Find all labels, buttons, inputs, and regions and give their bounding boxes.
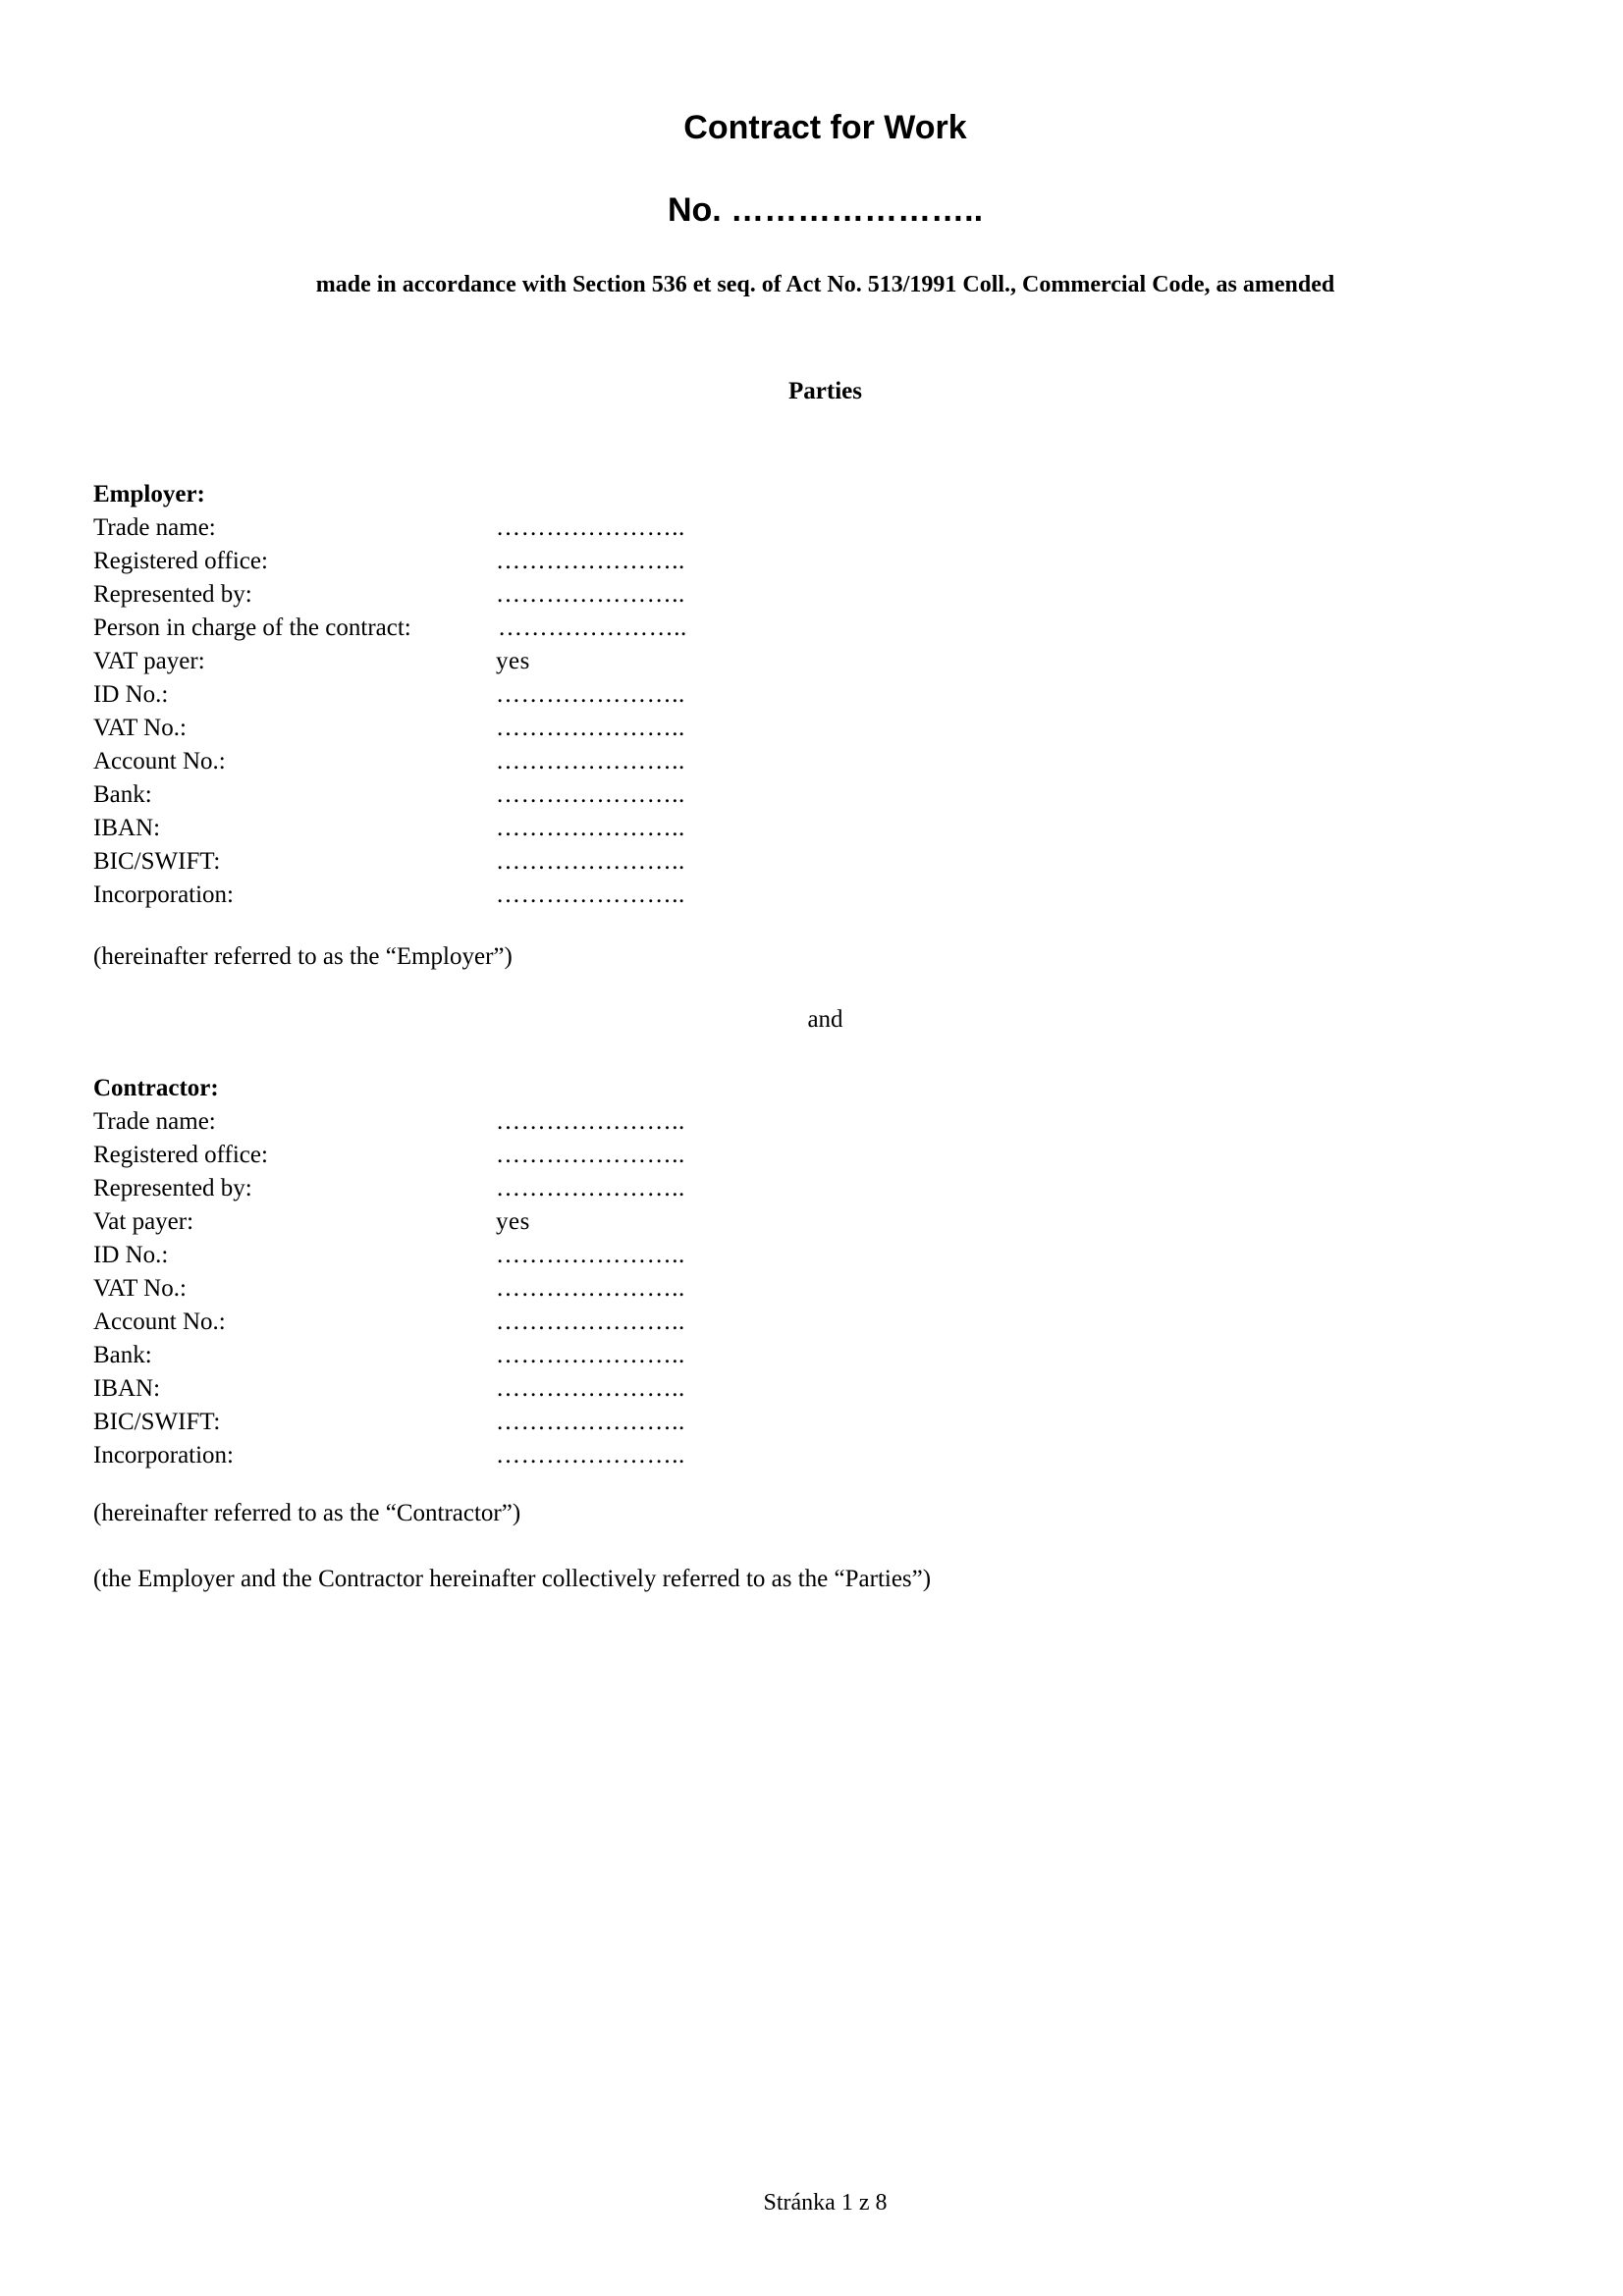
contractor-field-row	[93, 1439, 1173, 1472]
contractor-field-row	[93, 1372, 1173, 1406]
employer-field-row	[93, 511, 1173, 545]
employer-field-value[interactable]: yes	[496, 648, 530, 674]
employer-field-blank-line[interactable]: …………………..	[496, 848, 685, 875]
employer-field-label: BIC/SWIFT:	[93, 848, 221, 875]
contractor-field-row	[93, 1339, 1173, 1372]
contractor-field-label: IBAN:	[93, 1375, 161, 1402]
contractor-field-row	[93, 1105, 1173, 1139]
employer-field-blank-line[interactable]: …………………..	[496, 548, 685, 574]
document-title: Contract for Work	[683, 109, 967, 146]
employer-field-row	[93, 845, 1173, 879]
employer-field-blank-line[interactable]: …………………..	[498, 614, 687, 641]
contractor-field-label: Represented by:	[93, 1175, 252, 1201]
employer-field-label: Bank:	[93, 781, 152, 808]
employer-field-label: ID No.:	[93, 681, 169, 708]
contractor-field-value[interactable]: yes	[496, 1208, 530, 1235]
contractor-field-label: VAT No.:	[93, 1275, 187, 1302]
employer-field-row	[93, 812, 1173, 845]
contractor-field-label: Registered office:	[93, 1142, 268, 1168]
employer-field-blank-line[interactable]: …………………..	[496, 815, 685, 841]
employer-field-label: VAT payer:	[93, 648, 205, 674]
contractor-field-row	[93, 1272, 1173, 1306]
contractor-field-label: Account No.:	[93, 1308, 226, 1335]
contractor-field-row	[93, 1139, 1173, 1172]
employer-field-row	[93, 879, 1173, 912]
employer-field-label: Incorporation:	[93, 881, 235, 908]
employer-field-label: Account No.:	[93, 748, 226, 774]
employer-field-row	[93, 678, 1173, 712]
employer-field-label: IBAN:	[93, 815, 161, 841]
document-subtitle: made in accordance with Section 536 et seq. of Act No. 513/1991 Coll., Commercial Code, as amended	[315, 272, 1335, 297]
employer-field-label: Represented by:	[93, 581, 252, 608]
employer-field-label: Person in charge of the contract:	[93, 614, 411, 641]
employer-field-row	[93, 778, 1173, 812]
contractor-field-blank-line[interactable]: …………………..	[496, 1242, 685, 1268]
contractor-field-blank-line[interactable]: …………………..	[496, 1442, 685, 1468]
contractor-field-blank-line[interactable]: …………………..	[496, 1142, 685, 1168]
contractor-field-row	[93, 1406, 1173, 1439]
collective-parties-alias-text: (the Employer and the Contractor hereinafter collectively referred to as the “Parties”)	[93, 1566, 932, 1592]
contractor-field-label: Bank:	[93, 1342, 152, 1368]
contractor-field-label: ID No.:	[93, 1242, 169, 1268]
contractor-field-row	[93, 1205, 1173, 1239]
contractor-field-label: Incorporation:	[93, 1442, 235, 1468]
employer-field-blank-line[interactable]: …………………..	[496, 748, 685, 774]
employer-field-blank-line[interactable]: …………………..	[496, 881, 685, 908]
contractor-field-row	[93, 1306, 1173, 1339]
employer-alias-text: (hereinafter referred to as the “Employer”)	[93, 943, 513, 970]
employer-field-blank-line[interactable]: …………………..	[496, 581, 685, 608]
employer-field-blank-line[interactable]: …………………..	[496, 781, 685, 808]
contractor-party-block	[93, 1072, 1173, 1472]
employer-field-row	[93, 745, 1173, 778]
contractor-field-label: Trade name:	[93, 1108, 216, 1135]
employer-field-row	[93, 578, 1173, 612]
contractor-field-row	[93, 1239, 1173, 1272]
page-footer: Stránka 1 z 8	[763, 2190, 888, 2216]
and-connector: and	[807, 1006, 843, 1033]
employer-field-label: Registered office:	[93, 548, 268, 574]
employer-field-blank-line[interactable]: …………………..	[496, 514, 685, 541]
contractor-field-blank-line[interactable]: …………………..	[496, 1108, 685, 1135]
employer-field-row	[93, 545, 1173, 578]
employer-field-row	[93, 712, 1173, 745]
contractor-field-blank-line[interactable]: …………………..	[496, 1175, 685, 1201]
contractor-field-blank-line[interactable]: …………………..	[496, 1375, 685, 1402]
title-block	[0, 106, 1623, 300]
contractor-heading: Contractor:	[93, 1075, 219, 1101]
employer-field-label: Trade name:	[93, 514, 216, 541]
contractor-field-row	[93, 1172, 1173, 1205]
contractor-field-list	[93, 1105, 1173, 1472]
contractor-field-label: Vat payer:	[93, 1208, 194, 1235]
contractor-field-label: BIC/SWIFT:	[93, 1409, 221, 1435]
contractor-field-blank-line[interactable]: …………………..	[496, 1409, 685, 1435]
contractor-field-blank-line[interactable]: …………………..	[496, 1275, 685, 1302]
contractor-field-blank-line[interactable]: …………………..	[496, 1308, 685, 1335]
contract-number-line: No. …………………..	[667, 191, 984, 229]
employer-field-blank-line[interactable]: …………………..	[496, 715, 685, 741]
employer-field-blank-line[interactable]: …………………..	[496, 681, 685, 708]
contractor-alias-text: (hereinafter referred to as the “Contractor”)	[93, 1500, 521, 1526]
contractor-field-blank-line[interactable]: …………………..	[496, 1342, 685, 1368]
parties-heading: Parties	[788, 378, 862, 404]
employer-heading: Employer:	[93, 481, 205, 507]
employer-field-row	[93, 612, 1173, 645]
employer-field-label: VAT No.:	[93, 715, 187, 741]
employer-party-block	[93, 478, 1173, 912]
employer-field-row	[93, 645, 1173, 678]
employer-field-list	[93, 511, 1173, 912]
